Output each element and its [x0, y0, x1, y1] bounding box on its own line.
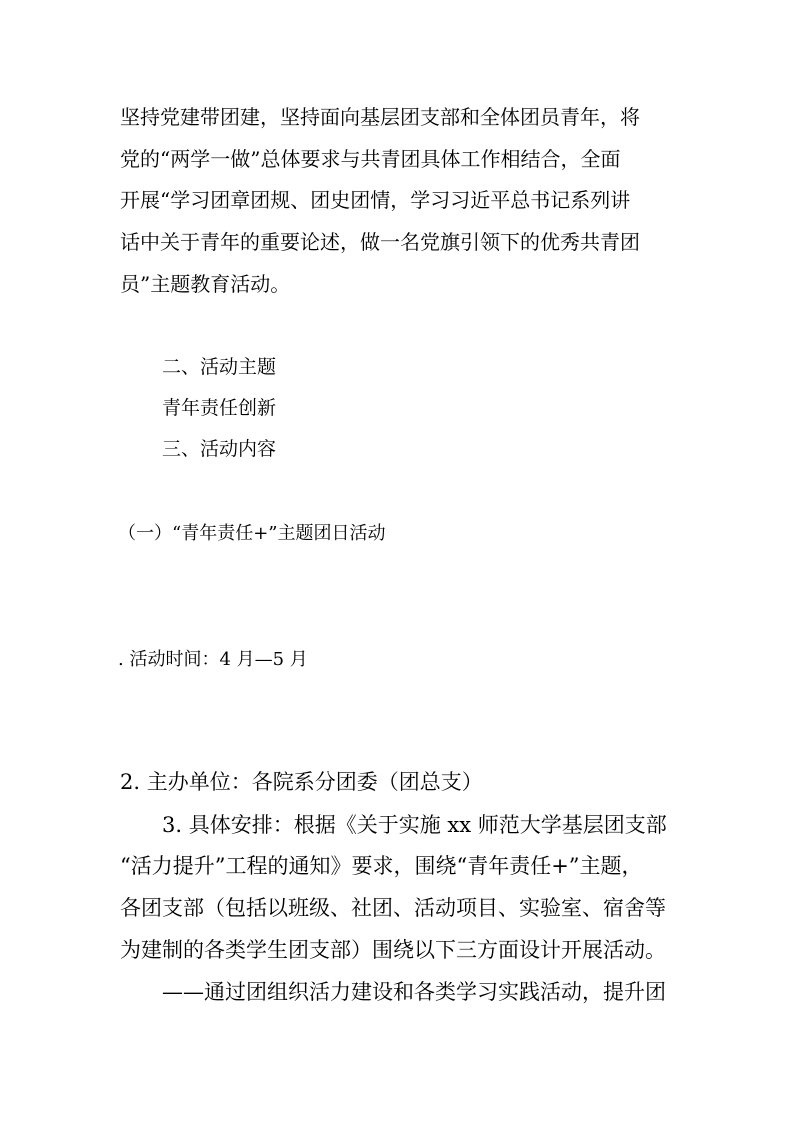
intro-line-5: 员”主题教育活动。 — [120, 272, 291, 296]
arrangement-line-1: 3. 具体安排：根据《关于实施 xx 师范大学基层团支部 — [162, 813, 667, 837]
section-3-heading: 三、活动内容 — [162, 438, 277, 460]
activity-theme: 青年责任创新 — [162, 397, 277, 419]
arrangement-line-4: 为建制的各类学生团支部）围绕以下三方面设计开展活动。 — [120, 938, 666, 962]
intro-line-1: 坚持党建带团建，坚持面向基层团支部和全体团员青年，将 — [120, 105, 640, 129]
arrangement-line-2: “活力提升”工程的通知》要求，围绕“青年责任+”主题， — [120, 854, 643, 878]
activity-time: . 活动时间：4 月—5 月 — [118, 649, 308, 670]
intro-line-4: 话中关于青年的重要论述，做一名党旗引领下的优秀共青团 — [120, 230, 640, 254]
intro-line-2: 党的“两学一做”总体要求与共青团具体工作相结合，全面 — [120, 147, 621, 171]
section-2-heading: 二、活动主题 — [162, 356, 277, 378]
organizer: 2. 主办单位：各院系分团委（团总支） — [120, 770, 483, 794]
subsection-1-heading: （一）“青年责任+”主题团日活动 — [118, 523, 386, 544]
arrangement-line-3: 各团支部（包括以班级、社团、活动项目、实验室、宿舍等 — [120, 896, 666, 920]
intro-line-3: 开展“学习团章团规、团史团情，学习习近平总书记系列讲 — [120, 188, 631, 212]
arrangement-line-5: ——通过团组织活力建设和各类学习实践活动，提升团 — [162, 980, 666, 1004]
